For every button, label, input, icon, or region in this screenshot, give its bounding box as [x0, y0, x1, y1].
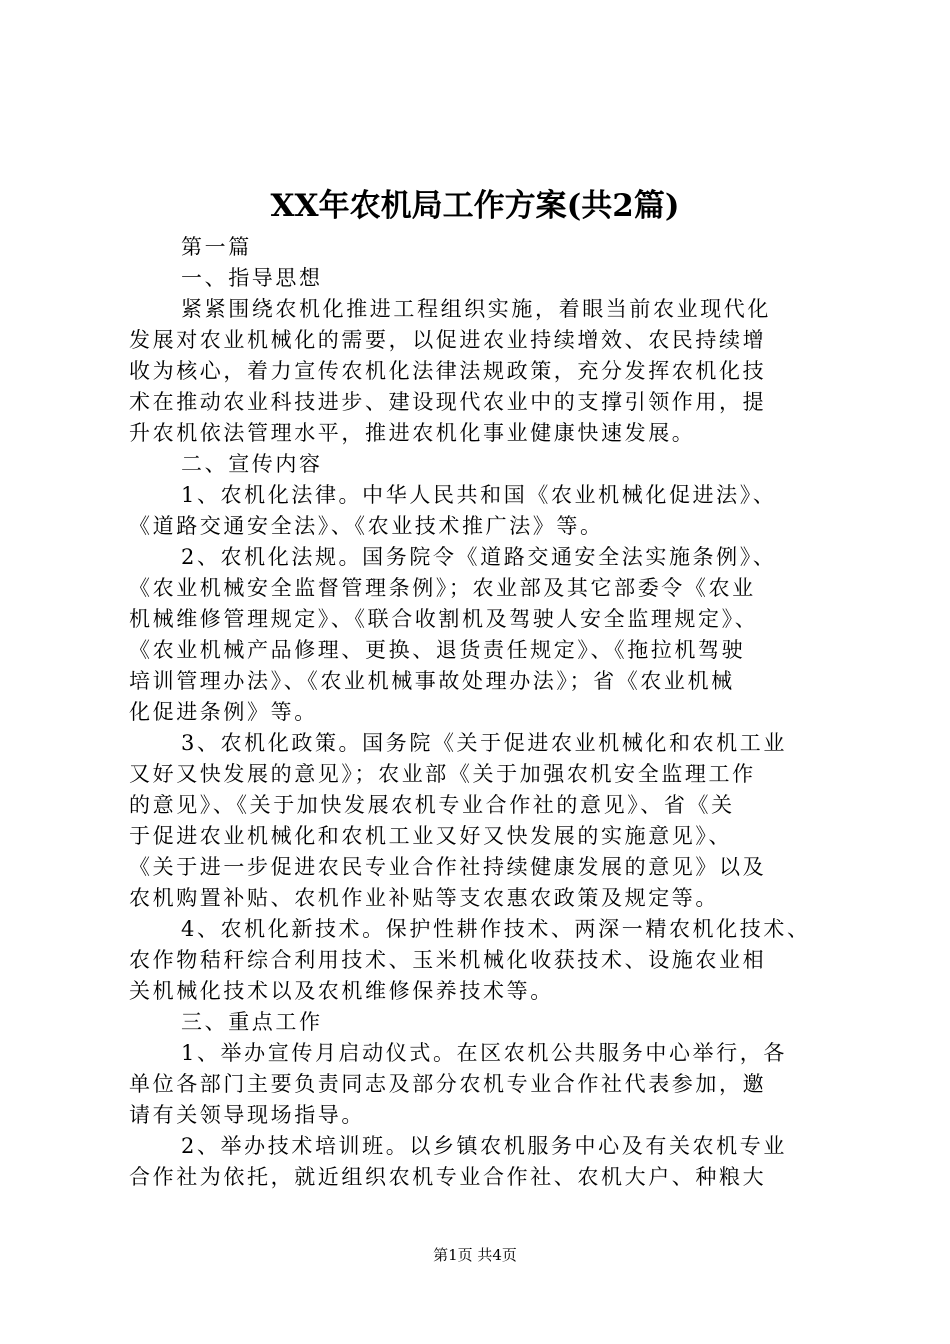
text-line: 一、指导思想: [181, 266, 323, 290]
text-line: 2、举办技术培训班。以乡镇农机服务中心及有关农机专业: [181, 1134, 787, 1158]
text-line: 化促进条例》等。: [129, 700, 318, 724]
text-line: 又好又快发展的意见》；农业部《关于加强农机安全监理工作: [129, 762, 756, 786]
text-line: 1、举办宣传月启动仪式。在区农机公共服务中心举行，各: [181, 1041, 787, 1065]
text-line: 农作物秸秆综合利用技术、玉米机械化收获技术、设施农业相: [129, 948, 767, 972]
document-body: [129, 232, 829, 1193]
text-line: 机械维修管理规定》、《联合收割机及驾驶人安全监理规定》、: [129, 607, 759, 631]
text-line: 二、宣传内容: [181, 452, 323, 476]
document-title: XX年农机局工作方案(共2篇): [270, 188, 680, 224]
text-line: 收为核心，着力宣传农机化法律法规政策，充分发挥农机化技: [129, 359, 767, 383]
text-line: 农机购置补贴、农机作业补贴等支农惠农政策及规定等。: [129, 886, 719, 910]
text-line: 于促进农业机械化和农机工业又好又快发展的实施意见》、: [129, 824, 733, 848]
text-line: 升农机依法管理水平，推进农机化事业健康快速发展。: [129, 421, 696, 445]
text-line: 《农业机械安全监督管理条例》；农业部及其它部委令《农业: [129, 576, 756, 600]
text-line: 3、农机化政策。国务院《关于促进农业机械化和农机工业: [181, 731, 787, 755]
text-line: 《道路交通安全法》、《农业技术推广法》等。: [129, 514, 604, 538]
text-line: 2、农机化法规。国务院令《道路交通安全法实施条例》、: [181, 545, 777, 569]
text-line: 发展对农业机械化的需要，以促进农业持续增效、农民持续增: [129, 328, 767, 352]
text-line: 培训管理办法》、《农业机械事故处理办法》；省《农业机械: [129, 669, 735, 693]
text-line: 单位各部门主要负责同志及部分农机专业合作社代表参加，邀: [129, 1072, 767, 1096]
text-line: 4、农机化新技术。保护性耕作技术、两深一精农机化技术、: [181, 917, 811, 941]
text-line: 紧紧围绕农机化推进工程组织实施，着眼当前农业现代化: [181, 297, 771, 321]
text-line: 三、重点工作: [181, 1010, 323, 1034]
text-line: 第一篇: [181, 235, 252, 259]
text-line: 《关于进一步促进农民专业合作社持续健康发展的意见》以及: [129, 855, 767, 879]
page-footer: 第1页 共4页: [433, 1246, 517, 1264]
text-line: 的意见》、《关于加快发展农机专业合作社的意见》、省《关: [129, 793, 735, 817]
text-line: 术在推动农业科技进步、建设现代农业中的支撑引领作用，提: [129, 390, 767, 414]
text-line: 合作社为依托，就近组织农机专业合作社、农机大户、种粮大: [129, 1165, 767, 1189]
text-line: 《农业机械产品修理、更换、退货责任规定》、《拖拉机驾驶: [129, 638, 746, 662]
text-line: 关机械化技术以及农机维修保养技术等。: [129, 979, 554, 1003]
text-line: 1、农机化法律。中华人民共和国《农业机械化促进法》、: [181, 483, 777, 507]
text-line: 请有关领导现场指导。: [129, 1103, 365, 1127]
